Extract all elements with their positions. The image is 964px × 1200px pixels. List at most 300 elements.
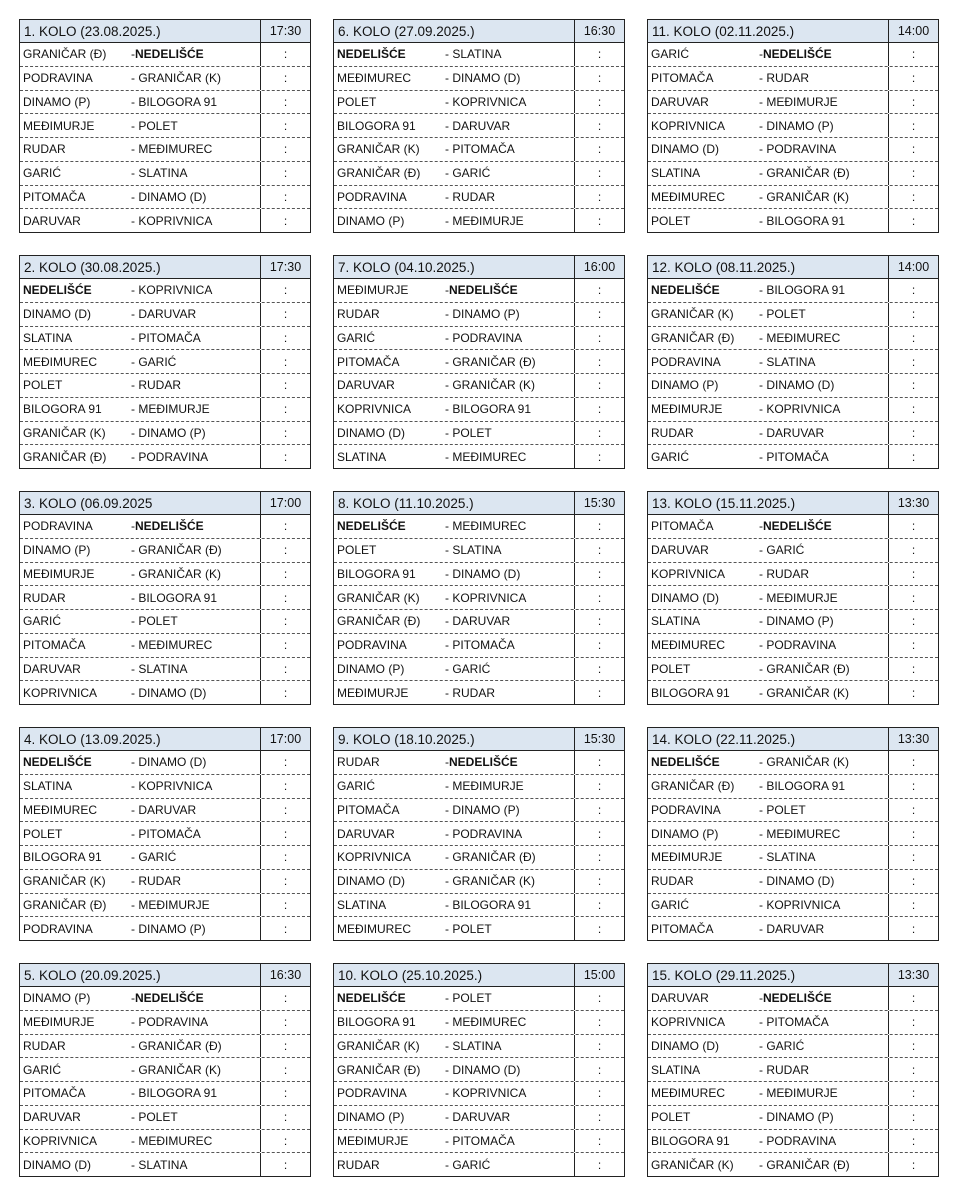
score-cell: : xyxy=(597,449,602,464)
home-team: GRANIČAR (Đ) xyxy=(23,897,107,912)
score-cell: : xyxy=(597,189,602,204)
match-row xyxy=(334,775,624,799)
round-table xyxy=(647,963,939,1177)
score-cell: : xyxy=(283,449,288,464)
away-team: - DARUVAR xyxy=(131,799,261,822)
away-team: - MEĐIMURJE xyxy=(759,1082,889,1105)
score-cell: : xyxy=(911,1086,916,1101)
away-team: - PODRAVINA xyxy=(445,822,575,845)
match-row xyxy=(334,279,624,303)
match-row xyxy=(334,634,624,658)
home-team: DINAMO (P) xyxy=(337,1110,405,1125)
match-row xyxy=(648,43,938,67)
match-row xyxy=(648,1130,938,1154)
round-header xyxy=(20,20,310,43)
away-team: - GARIĆ xyxy=(759,539,889,562)
away-team: - DARUVAR xyxy=(445,610,575,633)
home-team: DARUVAR xyxy=(651,543,709,558)
round-table xyxy=(647,491,939,705)
match-row xyxy=(334,846,624,870)
home-team: DARUVAR xyxy=(651,991,709,1006)
home-team: NEDELIŠĆE xyxy=(651,283,720,298)
away-team: - GARIĆ xyxy=(445,162,575,185)
away-team: - DINAMO (D) xyxy=(759,870,889,893)
home-team: MEĐIMURJE xyxy=(337,685,409,700)
away-team: - SLATINA xyxy=(445,43,575,66)
home-team: NEDELIŠĆE xyxy=(23,755,92,770)
score-cell: : xyxy=(911,71,916,86)
score-cell: : xyxy=(911,755,916,770)
score-cell: : xyxy=(597,378,602,393)
match-row xyxy=(20,1058,310,1082)
match-row xyxy=(20,327,310,351)
score-cell: : xyxy=(911,802,916,817)
match-row xyxy=(648,634,938,658)
match-row xyxy=(334,799,624,823)
score-cell: : xyxy=(911,449,916,464)
home-team: KOPRIVNICA xyxy=(337,402,412,417)
away-team: - SLATINA xyxy=(759,350,889,373)
home-team: KOPRIVNICA xyxy=(23,1133,98,1148)
score-cell: : xyxy=(283,166,288,181)
match-row xyxy=(334,987,624,1011)
away-team: - PODRAVINA xyxy=(131,445,261,468)
away-team: - MEĐIMURJE xyxy=(759,91,889,114)
score-cell: : xyxy=(283,850,288,865)
away-team: - MEĐIMUREC xyxy=(759,327,889,350)
match-row xyxy=(334,822,624,846)
home-team: NEDELIŠĆE xyxy=(337,47,406,62)
round-header xyxy=(20,964,310,987)
score-cell: : xyxy=(283,47,288,62)
away-team: - GARIĆ xyxy=(759,1035,889,1058)
dash-separator: - xyxy=(445,755,449,770)
score-cell: : xyxy=(597,802,602,817)
round-header xyxy=(334,492,624,515)
away-team: - DARUVAR xyxy=(759,422,889,445)
away-team: - PODRAVINA xyxy=(759,138,889,161)
home-team: RUDAR xyxy=(23,1038,66,1053)
match-row xyxy=(20,91,310,115)
match-row xyxy=(334,327,624,351)
score-cell: : xyxy=(597,991,602,1006)
score-cell: : xyxy=(911,1015,916,1030)
score-cell: : xyxy=(911,1038,916,1053)
home-team: RUDAR xyxy=(337,307,380,322)
score-cell: : xyxy=(911,330,916,345)
score-cell: : xyxy=(597,543,602,558)
away-team: - DINAMO (D) xyxy=(131,186,261,209)
match-row xyxy=(20,846,310,870)
away-team: - RUDAR xyxy=(445,186,575,209)
match-row xyxy=(334,610,624,634)
away-team: - GRANIČAR (K) xyxy=(759,681,889,704)
away-team: - MEĐIMUREC xyxy=(131,634,261,657)
away-team: - GRANIČAR (K) xyxy=(131,1058,261,1081)
away-team: - GRANIČAR (K) xyxy=(445,870,575,893)
home-team: PITOMAČA xyxy=(651,71,714,86)
home-team: RUDAR xyxy=(651,874,694,889)
home-team: KOPRIVNICA xyxy=(651,118,726,133)
away-team: - DINAMO (D) xyxy=(131,681,261,704)
match-row xyxy=(648,209,938,232)
round-title: 6. KOLO (27.09.2025.) xyxy=(334,20,575,42)
score-cell: : xyxy=(911,519,916,534)
away-team: - DARUVAR xyxy=(131,303,261,326)
away-team xyxy=(445,279,575,302)
home-team: PODRAVINA xyxy=(337,1086,407,1101)
dash-separator: - xyxy=(759,991,763,1006)
away-team: - PITOMAČA xyxy=(445,138,575,161)
round-header xyxy=(334,728,624,751)
match-row xyxy=(20,894,310,918)
away-team: - SLATINA xyxy=(131,658,261,681)
match-row xyxy=(648,870,938,894)
round-title: 12. KOLO (08.11.2025.) xyxy=(648,256,889,278)
home-team: MEĐIMURJE xyxy=(337,1133,409,1148)
score-cell: : xyxy=(911,590,916,605)
match-row xyxy=(334,162,624,186)
round-title: 7. KOLO (04.10.2025.) xyxy=(334,256,575,278)
score-cell: : xyxy=(283,921,288,936)
score-cell: : xyxy=(597,921,602,936)
score-cell: : xyxy=(597,402,602,417)
dash-separator: - xyxy=(759,47,763,62)
score-cell: : xyxy=(911,1062,916,1077)
match-row xyxy=(648,563,938,587)
home-team: KOPRIVNICA xyxy=(651,566,726,581)
away-team: - SLATINA xyxy=(445,539,575,562)
round-title: 4. KOLO (13.09.2025.) xyxy=(20,728,261,750)
match-row xyxy=(648,445,938,468)
away-team: - DINAMO (D) xyxy=(759,374,889,397)
away-team: - RUDAR xyxy=(131,374,261,397)
home-team: NEDELIŠĆE xyxy=(337,991,406,1006)
score-cell: : xyxy=(597,1110,602,1125)
match-row xyxy=(648,1058,938,1082)
home-team: PITOMAČA xyxy=(23,1086,86,1101)
away-team: - BILOGORA 91 xyxy=(759,279,889,302)
kickoff-time: 16:30 xyxy=(583,24,616,38)
match-row xyxy=(20,1011,310,1035)
home-team: POLET xyxy=(23,826,63,841)
away-team: - BILOGORA 91 xyxy=(445,894,575,917)
dash-separator: - xyxy=(131,991,135,1006)
match-row xyxy=(334,422,624,446)
away-team: - MEĐIMURJE xyxy=(131,894,261,917)
score-cell: : xyxy=(911,543,916,558)
home-team: RUDAR xyxy=(651,425,694,440)
away-team xyxy=(759,987,889,1010)
score-cell: : xyxy=(911,826,916,841)
match-row xyxy=(334,894,624,918)
home-team: BILOGORA 91 xyxy=(23,402,102,417)
match-row xyxy=(334,1082,624,1106)
match-row xyxy=(20,303,310,327)
match-row xyxy=(648,894,938,918)
match-row xyxy=(648,279,938,303)
home-team: POLET xyxy=(651,1110,691,1125)
score-cell: : xyxy=(597,755,602,770)
away-team: - PITOMAČA xyxy=(131,822,261,845)
match-row xyxy=(334,539,624,563)
away-team: - DINAMO (P) xyxy=(759,1106,889,1129)
home-team: NEDELIŠĆE xyxy=(23,283,92,298)
match-row xyxy=(648,91,938,115)
match-row xyxy=(20,350,310,374)
home-team: GARIĆ xyxy=(651,47,690,62)
match-row xyxy=(20,1035,310,1059)
away-team: - DINAMO (D) xyxy=(445,67,575,90)
score-cell: : xyxy=(911,283,916,298)
away-team: - DINAMO (D) xyxy=(131,751,261,774)
home-team: PODRAVINA xyxy=(23,519,93,534)
home-team: SLATINA xyxy=(337,449,387,464)
home-team: GRANIČAR (K) xyxy=(651,1157,734,1172)
away-team xyxy=(759,43,889,66)
match-row xyxy=(20,1153,310,1176)
match-row xyxy=(20,1130,310,1154)
score-cell: : xyxy=(283,519,288,534)
score-cell: : xyxy=(283,897,288,912)
home-team: DARUVAR xyxy=(651,94,709,109)
score-cell: : xyxy=(911,897,916,912)
match-row xyxy=(20,751,310,775)
home-team: MEĐIMUREC xyxy=(651,1086,725,1101)
highlighted-team: NEDELIŠĆE xyxy=(135,47,204,62)
score-cell: : xyxy=(597,779,602,794)
match-row xyxy=(648,987,938,1011)
home-team: MEĐIMURJE xyxy=(23,1015,95,1030)
home-team: DARUVAR xyxy=(337,826,395,841)
away-team: - PODRAVINA xyxy=(759,634,889,657)
match-row xyxy=(648,162,938,186)
match-row xyxy=(334,186,624,210)
home-team: GRANIČAR (K) xyxy=(337,1038,420,1053)
score-cell: : xyxy=(283,638,288,653)
away-team: - BILOGORA 91 xyxy=(759,209,889,232)
away-team: - SLATINA xyxy=(445,1035,575,1058)
away-team: - BILOGORA 91 xyxy=(759,775,889,798)
away-team: - BILOGORA 91 xyxy=(131,91,261,114)
home-team: DINAMO (D) xyxy=(651,142,719,157)
away-team: - PITOMAČA xyxy=(445,1130,575,1153)
score-cell: : xyxy=(283,1062,288,1077)
home-team: GRANIČAR (Đ) xyxy=(337,614,421,629)
away-team: - DARUVAR xyxy=(445,114,575,137)
kickoff-time: 17:00 xyxy=(269,496,302,510)
match-row xyxy=(20,398,310,422)
away-team: - DARUVAR xyxy=(445,1106,575,1129)
score-cell: : xyxy=(597,638,602,653)
match-row xyxy=(20,445,310,468)
score-cell: : xyxy=(597,614,602,629)
home-team: SLATINA xyxy=(651,614,701,629)
match-row xyxy=(334,1035,624,1059)
home-team: DINAMO (P) xyxy=(651,378,719,393)
score-cell: : xyxy=(283,402,288,417)
home-team: DINAMO (P) xyxy=(23,94,91,109)
round-table xyxy=(333,255,625,469)
score-cell: : xyxy=(911,213,916,228)
kickoff-time: 16:30 xyxy=(269,968,302,982)
home-team: GARIĆ xyxy=(23,614,62,629)
home-team: PODRAVINA xyxy=(337,638,407,653)
match-row xyxy=(20,870,310,894)
schedule-grid xyxy=(19,19,939,1177)
match-row xyxy=(648,610,938,634)
kickoff-time: 14:00 xyxy=(897,260,930,274)
round-table xyxy=(647,255,939,469)
match-row xyxy=(20,209,310,232)
match-row xyxy=(20,563,310,587)
away-team: - KOPRIVNICA xyxy=(131,775,261,798)
match-row xyxy=(20,67,310,91)
home-team: PITOMAČA xyxy=(337,802,400,817)
away-team: - MEĐIMUREC xyxy=(445,1011,575,1034)
home-team: MEĐIMUREC xyxy=(337,71,411,86)
match-row xyxy=(334,751,624,775)
match-row xyxy=(648,374,938,398)
home-team: GRANIČAR (Đ) xyxy=(23,449,107,464)
match-row xyxy=(648,1106,938,1130)
match-row xyxy=(648,327,938,351)
dash-separator: - xyxy=(131,519,135,534)
score-cell: : xyxy=(911,661,916,676)
away-team: - POLET xyxy=(131,114,261,137)
home-team: SLATINA xyxy=(23,330,73,345)
score-cell: : xyxy=(911,307,916,322)
match-row xyxy=(20,114,310,138)
score-cell: : xyxy=(283,685,288,700)
home-team: SLATINA xyxy=(337,897,387,912)
score-cell: : xyxy=(597,71,602,86)
away-team: - MEĐIMURJE xyxy=(759,586,889,609)
home-team: GARIĆ xyxy=(23,1062,62,1077)
round-table xyxy=(19,255,311,469)
away-team: - GRANIČAR (K) xyxy=(131,563,261,586)
away-team: - RUDAR xyxy=(131,870,261,893)
match-row xyxy=(20,634,310,658)
away-team: - SLATINA xyxy=(131,162,261,185)
match-row xyxy=(334,681,624,704)
home-team: DARUVAR xyxy=(23,213,81,228)
away-team: - KOPRIVNICA xyxy=(759,398,889,421)
score-cell: : xyxy=(911,685,916,700)
round-title: 8. KOLO (11.10.2025.) xyxy=(334,492,575,514)
home-team: DINAMO (D) xyxy=(337,425,405,440)
score-cell: : xyxy=(283,874,288,889)
away-team: - PODRAVINA xyxy=(445,327,575,350)
match-row xyxy=(648,515,938,539)
round-title: 5. KOLO (20.09.2025.) xyxy=(20,964,261,986)
score-cell: : xyxy=(283,826,288,841)
score-cell: : xyxy=(597,850,602,865)
home-team: PODRAVINA xyxy=(651,802,721,817)
match-row xyxy=(648,539,938,563)
round-header xyxy=(20,256,310,279)
score-cell: : xyxy=(283,661,288,676)
round-header xyxy=(20,492,310,515)
kickoff-time: 16:00 xyxy=(583,260,616,274)
round-table xyxy=(19,727,311,941)
away-team: - SLATINA xyxy=(131,1153,261,1176)
score-cell: : xyxy=(597,1133,602,1148)
score-cell: : xyxy=(911,354,916,369)
away-team: - POLET xyxy=(445,422,575,445)
round-title: 9. KOLO (18.10.2025.) xyxy=(334,728,575,750)
score-cell: : xyxy=(283,1015,288,1030)
home-team: POLET xyxy=(337,94,377,109)
score-cell: : xyxy=(283,614,288,629)
score-cell: : xyxy=(283,307,288,322)
score-cell: : xyxy=(911,874,916,889)
home-team: GRANIČAR (Đ) xyxy=(337,166,421,181)
home-team: MEĐIMURJE xyxy=(23,566,95,581)
kickoff-time: 14:00 xyxy=(897,24,930,38)
away-team: - DARUVAR xyxy=(759,917,889,940)
away-team: - MEĐIMUREC xyxy=(759,822,889,845)
highlighted-team: NEDELIŠĆE xyxy=(135,519,204,534)
round-table xyxy=(333,727,625,941)
score-cell: : xyxy=(283,991,288,1006)
away-team: - GRANIČAR (Đ) xyxy=(131,539,261,562)
round-header xyxy=(648,728,938,751)
round-table xyxy=(19,491,311,705)
match-row xyxy=(334,114,624,138)
score-cell: : xyxy=(283,1086,288,1101)
score-cell: : xyxy=(911,850,916,865)
score-cell: : xyxy=(597,685,602,700)
match-row xyxy=(334,138,624,162)
match-row xyxy=(20,422,310,446)
home-team: SLATINA xyxy=(23,779,73,794)
away-team: - GRANIČAR (Đ) xyxy=(759,658,889,681)
away-team xyxy=(131,43,261,66)
away-team: - POLET xyxy=(445,987,575,1010)
kickoff-time: 13:30 xyxy=(897,496,930,510)
score-cell: : xyxy=(597,1062,602,1077)
match-row xyxy=(20,987,310,1011)
match-row xyxy=(334,658,624,682)
away-team: - POLET xyxy=(445,917,575,940)
match-row xyxy=(334,43,624,67)
match-row xyxy=(648,586,938,610)
score-cell: : xyxy=(283,378,288,393)
away-team xyxy=(759,515,889,538)
home-team: BILOGORA 91 xyxy=(337,566,416,581)
match-row xyxy=(334,374,624,398)
score-cell: : xyxy=(597,354,602,369)
score-cell: : xyxy=(597,330,602,345)
away-team: - GRANIČAR (K) xyxy=(759,751,889,774)
home-team: SLATINA xyxy=(651,166,701,181)
away-team: - MEĐIMUREC xyxy=(445,445,575,468)
round-title: 14. KOLO (22.11.2025.) xyxy=(648,728,889,750)
away-team: - POLET xyxy=(131,1106,261,1129)
match-row xyxy=(648,799,938,823)
highlighted-team: NEDELIŠĆE xyxy=(449,755,518,770)
home-team: MEĐIMUREC xyxy=(651,189,725,204)
round-header xyxy=(20,728,310,751)
match-row xyxy=(334,917,624,940)
kickoff-time: 15:00 xyxy=(583,968,616,982)
home-team: DINAMO (P) xyxy=(651,826,719,841)
dash-separator: - xyxy=(445,283,449,298)
home-team: BILOGORA 91 xyxy=(337,1015,416,1030)
match-row xyxy=(20,1106,310,1130)
match-row xyxy=(334,91,624,115)
